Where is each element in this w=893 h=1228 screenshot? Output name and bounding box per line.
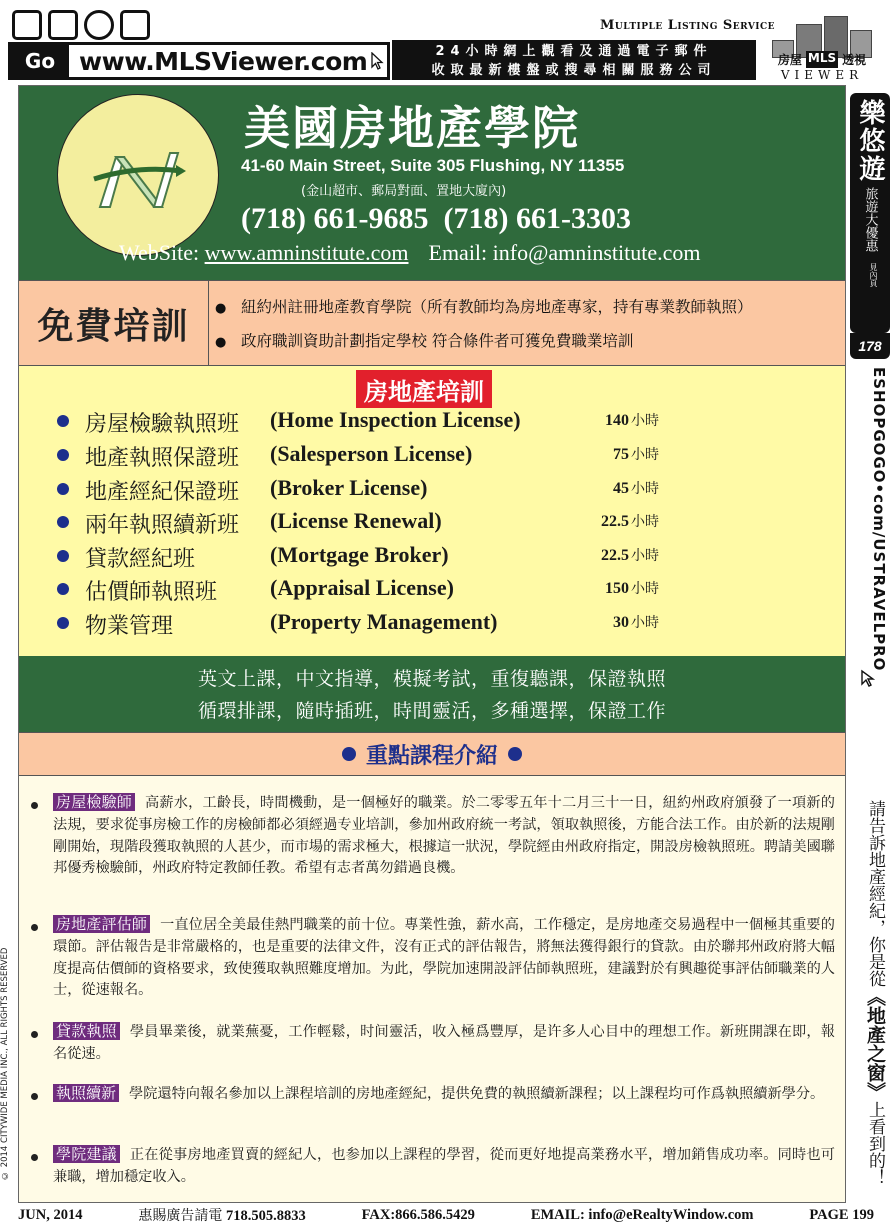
website-link[interactable]: www.amninstitute.com [204,240,409,265]
bullet-icon [31,924,38,931]
contact-line [119,240,701,266]
fax-number: FAX:866.586.5429 [361,1206,475,1223]
free-training-item: ● 紐約州註冊地產教育學院（所有教師均為房地產專家，持有專業教師執照） [215,298,753,316]
course-name-zh: 物業管理 [85,614,174,639]
course-item [19,507,845,541]
bullet-icon: ● [215,301,227,316]
school-name: 美國房地產學院 [244,101,580,155]
page-number: PAGE 199 [809,1206,874,1223]
bullet-icon: ● [215,335,227,350]
see-page-label: 見內頁 [869,263,878,287]
detail-tag: 執照續新 [53,1084,119,1102]
travel-brand-subtitle: 旅遊大優惠 [862,187,878,252]
course-hours: 140 小時 [605,412,659,429]
course-hours: 22.5 小時 [601,513,659,530]
course-name-zh: 估價師執照班 [85,580,218,605]
arrow-cursor-icon [860,669,878,687]
bullet-icon [57,550,69,562]
course-details [19,776,845,1202]
bullet-icon [31,1031,38,1038]
detail-text: 高薪水，工齡長，時間機動，是一個極好的職業。於二零零五年十二月三十一日，紐約州政府頒發了一項新的法規，要求從事房檢工作的房檢師都必須經過专业培訓，參加州政府統一考試，領取執照後，方能合法工作。由於新的法規剛剛開始，現階段獲取執照的人甚少，而市場的需求極大，根據這一狀況，學院經由州政府指定，開設房檢執照班。聘請美國聯邦優秀檢驗師，州政府特定教師任教。希望有志者萬勿錯過良機。 [53,795,835,877]
bullet-icon [57,516,69,528]
course-item [19,440,845,474]
course-item [19,406,845,440]
travel-brand-block [850,93,890,333]
course-name-en: (Home Inspection License) [270,407,521,432]
bullet-icon [31,1154,38,1161]
mls-title: Multiple Listing Service [600,18,776,33]
course-hours: 75 小時 [613,446,659,463]
free-training-item: ● 政府職訓資助計劃指定學校 符合條件者可獲免費職業培訓 [215,332,634,350]
bullet-icon [57,617,69,629]
school-advertisement [18,85,846,1203]
course-name-en: (Salesperson License) [270,441,473,466]
free-training-title: 免費培訓 [19,281,209,365]
service-line-2: 收取最新樓盤或搜尋相關服務公司 [431,63,717,78]
website-label: WebSite: [119,240,205,265]
bullet-icon [57,483,69,495]
device-icons [12,10,162,46]
promo-panel [19,656,845,732]
viewer-word-right: 透視 [842,53,867,67]
course-name-en: (Broker License) [270,475,428,500]
detail-text: 一直位居全美最佳熱門職業的前十位。專業性強，薪水高，工作穩定，是房地產交易過程中一個極其重要的環節。評估報告是非常嚴格的，也是重要的法律文件，沒有正式的評估報告，將無法獲得銀行的貸款。由於聯邦州政府將大幅度提高估價師的資格要求，致使獲取執照難度增加。为此，學院加速開設評估師執照班，建議對於有興趣從事評估師職業的人士，從速報名。 [53,917,835,999]
course-name-zh: 兩年執照續新班 [85,513,240,538]
site-url-link[interactable]: www.MLSViewer.com [79,46,368,76]
pointer-cursor-icon [371,52,385,70]
detail-text: 學院還特向報名參加以上課程培訓的房地產經紀，提供免費的執照續新課程；以上課程均可作爲執照續新學分。 [129,1086,825,1102]
course-item [19,574,845,608]
website-banner[interactable] [8,42,390,80]
mls-viewer-logo [758,18,886,80]
detail-text: 正在從事房地產買賣的經紀人，也参加以上課程的學習，從而更好地提高業務水平，增加銷售成功率。同時也可兼職，增加穩定收入。 [53,1147,835,1185]
intro-heading-panel [19,732,845,776]
travel-page-number: 178 [850,333,890,359]
course-item [19,474,845,508]
eshop-url[interactable]: ESHOPGOGO•com/USTRAVELPRO [870,367,888,672]
go-label: Go [11,45,69,77]
course-name-zh: 房屋檢驗執照班 [85,412,240,437]
free-training-panel [19,280,845,366]
detail-tag: 房地產評估師 [53,915,150,933]
course-name-en: (Mortgage Broker) [270,542,449,567]
side-strip [848,85,893,1205]
bullet-icon [57,415,69,427]
detail-tag: 貸款執照 [53,1022,120,1040]
ad-contact: 惠賜廣告請電 718.505.8833 [138,1208,306,1224]
detail-tag: 學院建議 [53,1145,120,1163]
laptop-icon [48,10,78,40]
courses-heading: 房地產培訓 [356,370,492,408]
copyright-notice: © 2014 CITYWIDE MEDIA INC., ALL RIGHTS RESERVED [0,947,10,1180]
course-item [19,541,845,575]
course-hours: 30 小時 [613,614,659,631]
course-item [19,608,845,642]
school-address: 41-60 Main Street, Suite 305 Flushing, NY 11355 [241,156,625,175]
bullet-icon [31,802,38,809]
intro-heading: 重點課程介紹 [365,743,498,769]
course-name-zh: 貸款經紀班 [85,547,196,572]
bullet-icon [31,1093,38,1100]
promo-line-1: 英文上課，中文指導，模擬考試，重復聽課，保證執照 [197,668,666,690]
course-hours: 22.5 小時 [601,547,659,564]
footer-email[interactable]: EMAIL: info@eRealtyWindow.com [530,1206,754,1223]
email-link[interactable]: info@amninstitute.com [492,240,701,265]
detail-text: 學員畢業後，就業蕪憂，工作輕鬆，时间靈活，收入極爲豐厚，是许多人心目中的理想工作。新班開課在即，報名從速。 [53,1024,835,1062]
course-name-en: (Property Management) [270,609,498,634]
bullet-icon [57,449,69,461]
school-phones: (718) 661-9685 (718) 661-3303 [241,202,631,235]
bullet-icon [342,747,356,761]
school-landmark: (金山超市、郵局對面、置地大廈內) [301,184,507,199]
course-hours: 45 小時 [613,480,659,497]
masthead [0,0,893,84]
phone-icon [12,10,42,40]
tablet-icon [120,10,150,40]
side-notice: 請告訴地產經紀，你是從《地產之窗》上看到的！ [864,800,886,1186]
bullet-icon [57,583,69,595]
detail-tag: 房屋檢驗師 [53,793,135,811]
side-notice-title: 《地產之窗》 [864,987,886,1101]
viewer-word-mid: MLS [806,51,838,68]
course-name-en: (Appraisal License) [270,575,454,600]
school-emblem-icon [58,95,220,257]
promo-line-2: 循環排課，隨時插班，時間靈活，多種選擇，保證工作 [197,700,666,722]
school-logo [57,94,219,256]
viewer-subtitle: VIEWER [780,68,864,82]
course-name-zh: 地產經紀保證班 [85,480,240,505]
course-name-en: (License Renewal) [270,508,442,533]
ad-phone: 718.505.8833 [225,1208,306,1224]
viewer-word-left: 房屋 [777,53,802,67]
page-footer [18,1204,874,1226]
travel-brand-name: 樂悠遊 [855,99,885,183]
courses-panel [19,366,845,656]
service-description [392,40,756,80]
service-line-1: 24小時網上觀看及通過電子郵件 [435,44,713,59]
school-info-panel [19,86,845,280]
issue-date: JUN, 2014 [18,1206,83,1223]
mail-icon [84,10,114,40]
course-name-zh: 地產執照保證班 [85,446,240,471]
bullet-icon [508,747,522,761]
email-label: Email: [428,240,493,265]
course-hours: 150 小時 [605,580,659,597]
